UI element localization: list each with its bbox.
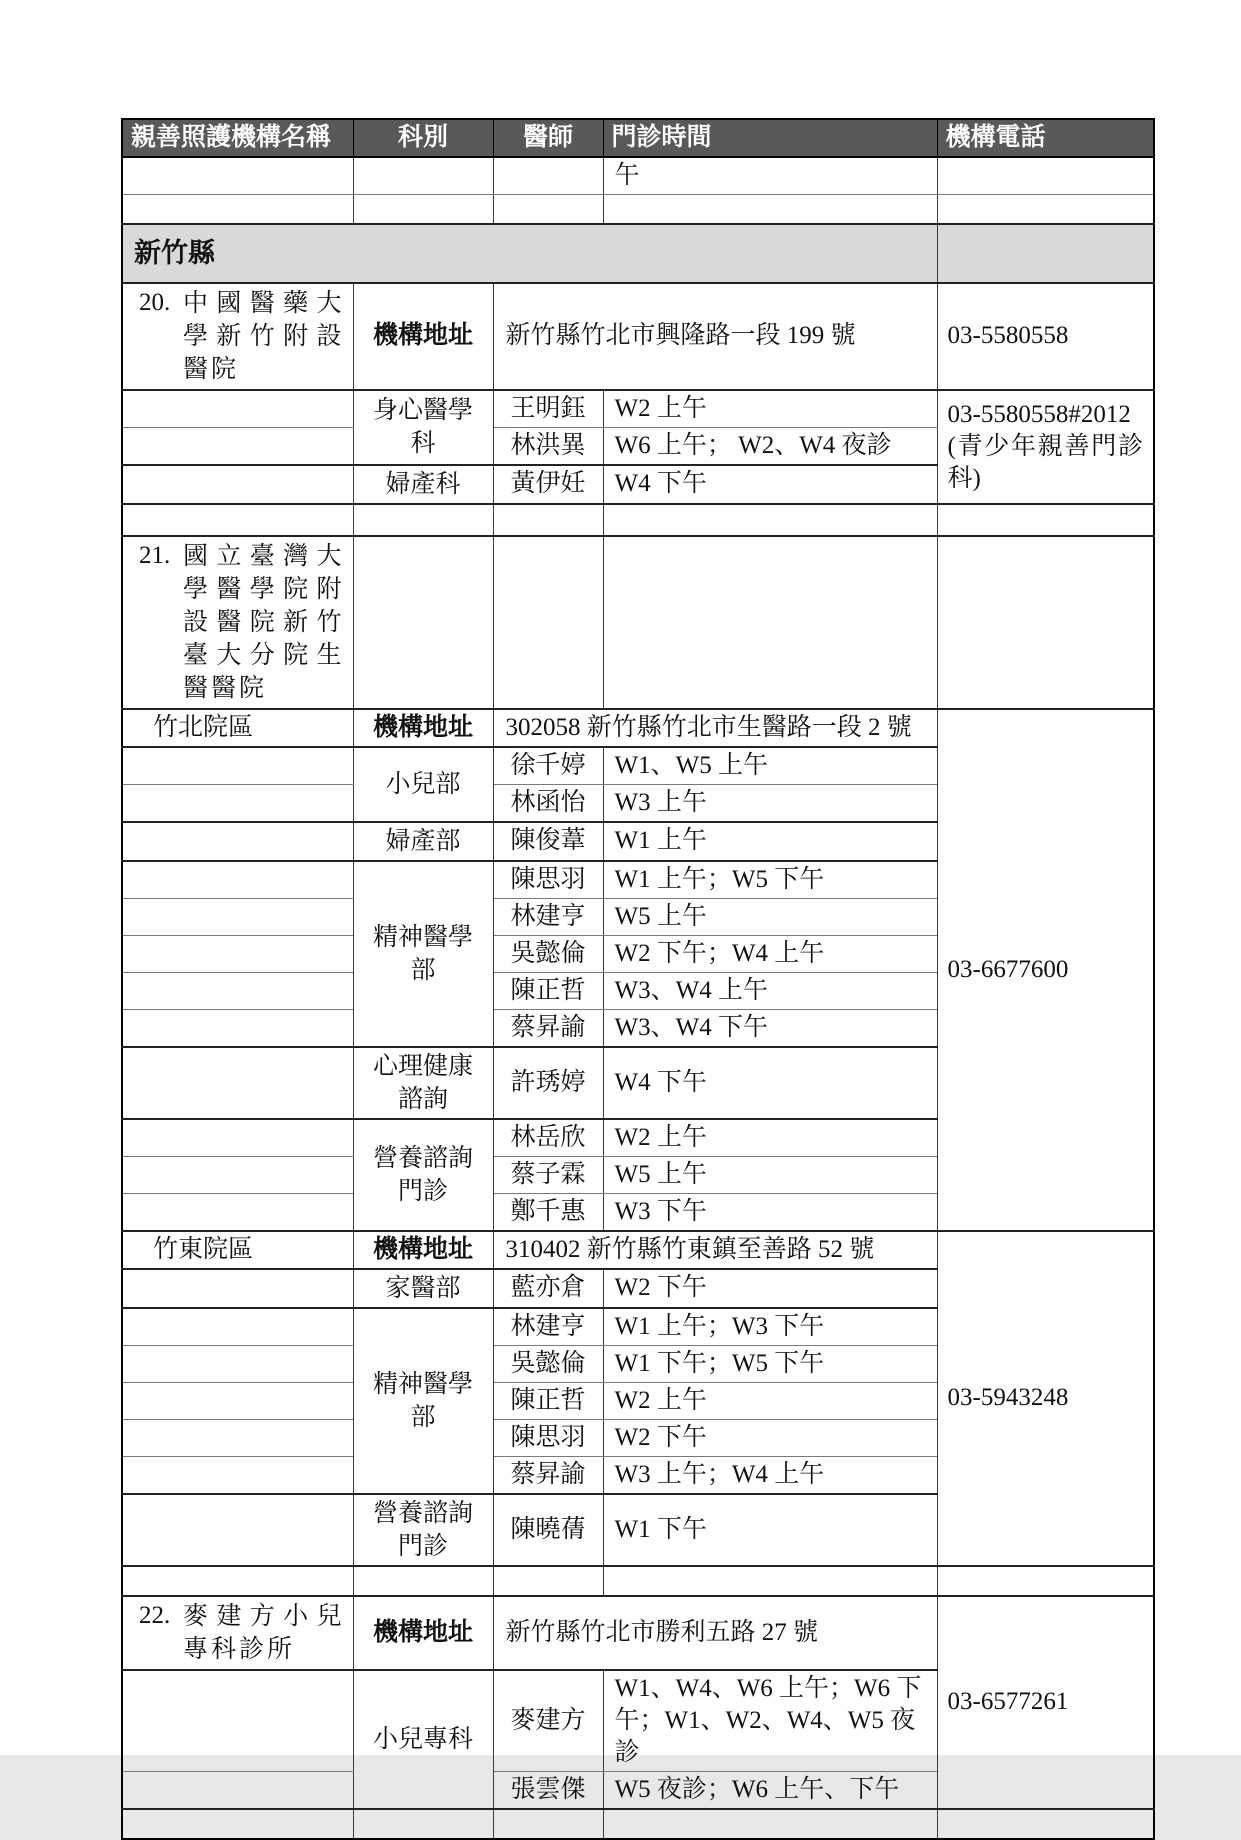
section-phone-cell-empty [937, 224, 1154, 283]
doctor-name-cell: 王明鈺 [493, 390, 603, 428]
empty-cell [493, 1566, 603, 1596]
spacer-row [122, 504, 1154, 536]
doctor-name-cell: 吳懿倫 [493, 1345, 603, 1382]
empty-cell [122, 1308, 353, 1346]
doctor-name-cell: 林洪異 [493, 427, 603, 465]
clinic-hours-cell: W3 上午 [603, 784, 937, 822]
empty-cell [122, 195, 353, 224]
address-label: 機構地址 [353, 709, 493, 747]
clinic-hours-cell: W4 下午 [603, 1047, 937, 1119]
empty-cell [122, 1419, 353, 1456]
institution-number: 22. [139, 1601, 171, 1629]
clinic-hours-cell: W1 下午；W5 下午 [603, 1345, 937, 1382]
campus-phone-cell: 03-6677600 [937, 709, 1154, 1231]
dept-cell: 小兒部 [353, 747, 493, 822]
campus-phone-cell: 03-5943248 [937, 1231, 1154, 1566]
empty-cell [122, 1119, 353, 1157]
col-header-phone: 機構電話 [937, 119, 1154, 157]
dept-cell: 精神醫學部 [353, 1308, 493, 1494]
empty-cell [122, 427, 353, 465]
dept-cell: 心理健康諮詢 [353, 1047, 493, 1119]
empty-cell [122, 1456, 353, 1494]
campus1-address-row [122, 709, 1154, 747]
empty-cell [353, 1809, 493, 1839]
address-label: 機構地址 [353, 283, 493, 390]
clinic-hours-cell: W2 上午 [603, 1382, 937, 1419]
empty-cell [493, 504, 603, 536]
empty-cell [353, 157, 493, 195]
institution-address: 新竹縣竹北市勝利五路 27 號 [493, 1596, 937, 1670]
doctor-name-cell: 蔡昇諭 [493, 1456, 603, 1494]
empty-cell [937, 157, 1154, 195]
carryover-hours-cell: 午 [603, 157, 937, 195]
clinic-hours-cell: W2 下午 [603, 1419, 937, 1456]
dept-cell: 婦產科 [353, 465, 493, 504]
clinic-hours-cell: W3、W4 下午 [603, 1009, 937, 1047]
doctor-name-cell: 陳思羽 [493, 861, 603, 899]
empty-cell [937, 195, 1154, 224]
doctor-name-cell: 徐千婷 [493, 747, 603, 785]
section-row-hsinchu-county [122, 224, 1154, 283]
clinic-hours-cell: W2 下午 [603, 1269, 937, 1308]
campus-name-cell: 竹北院區 [122, 709, 353, 747]
clinic-hours-cell: W5 夜診；W6 上午、下午 [603, 1771, 937, 1809]
doctor-name-cell: 陳思羽 [493, 1419, 603, 1456]
institution-name: 麥建方小兒專科診所 [183, 1602, 345, 1663]
col-header-doctor: 醫師 [493, 119, 603, 157]
empty-cell [122, 1156, 353, 1193]
institution-phone: 03-5580558 [937, 283, 1154, 390]
empty-cell [122, 157, 353, 195]
empty-cell [122, 390, 353, 428]
doctor-name-cell: 黃伊妊 [493, 465, 603, 504]
empty-cell [603, 195, 937, 224]
empty-cell [122, 861, 353, 899]
doctor-name-cell: 許琇婷 [493, 1047, 603, 1119]
clinic-hours-cell: W1 上午；W5 下午 [603, 861, 937, 899]
campus-address: 310402 新竹縣竹東鎮至善路 52 號 [493, 1231, 937, 1269]
clinic-hours-cell: W3 下午 [603, 1193, 937, 1231]
doctor-name-cell: 蔡子霖 [493, 1156, 603, 1193]
empty-cell [122, 747, 353, 785]
empty-cell [603, 1809, 937, 1839]
doctor-name-cell: 麥建方 [493, 1670, 603, 1772]
section-title: 新竹縣 [122, 224, 937, 283]
dept-cell: 小兒專科 [353, 1670, 493, 1809]
empty-cell [122, 465, 353, 504]
clinic-hours-cell: W3 上午；W4 上午 [603, 1456, 937, 1494]
empty-cell [353, 504, 493, 536]
col-header-institution-name: 親善照護機構名稱 [122, 119, 353, 157]
empty-cell [122, 1566, 353, 1596]
empty-cell [122, 1047, 353, 1119]
doctor-name-cell: 鄭千惠 [493, 1193, 603, 1231]
clinic-hours-cell: W2 上午 [603, 390, 937, 428]
clinic-hours-cell: W1 上午；W3 下午 [603, 1308, 937, 1346]
empty-cell [493, 1809, 603, 1839]
dept-cell: 營養諮詢門診 [353, 1119, 493, 1231]
doctor-name-cell: 陳俊葦 [493, 822, 603, 861]
dept-cell: 身心醫學科 [353, 390, 493, 465]
doctor-name-cell: 林岳欣 [493, 1119, 603, 1157]
col-header-dept: 科別 [353, 119, 493, 157]
empty-cell [603, 504, 937, 536]
table-header-row [122, 119, 1154, 157]
doctor-name-cell: 蔡昇諭 [493, 1009, 603, 1047]
empty-cell [937, 1809, 1154, 1839]
empty-cell [603, 1566, 937, 1596]
clinic-hours-cell: W2 下午；W4 上午 [603, 935, 937, 972]
campus2-address-row [122, 1231, 1154, 1269]
empty-cell [493, 157, 603, 195]
empty-cell [122, 1771, 353, 1809]
dept-cell: 精神醫學部 [353, 861, 493, 1047]
clinic-hours-cell: W5 上午 [603, 1156, 937, 1193]
dept-cell: 家醫部 [353, 1269, 493, 1308]
institution-phone: 03-6577261 [937, 1596, 1154, 1809]
dept-cell: 婦產部 [353, 822, 493, 861]
doctor-name-cell: 張雲傑 [493, 1771, 603, 1809]
inst21-name-row [122, 536, 1154, 709]
empty-cell [122, 1269, 353, 1308]
doctor-name-cell: 藍亦倉 [493, 1269, 603, 1308]
dept-cell: 營養諮詢門診 [353, 1494, 493, 1566]
empty-cell [603, 536, 937, 709]
empty-cell [937, 504, 1154, 536]
spacer-row [122, 1566, 1154, 1596]
empty-cell [937, 1566, 1154, 1596]
institution-number: 21. [139, 541, 171, 569]
doctor-name-cell: 林建亨 [493, 898, 603, 935]
clinic-hours-cell: W1、W5 上午 [603, 747, 937, 785]
doctor-name-cell: 陳曉蒨 [493, 1494, 603, 1566]
clinic-hours-cell: W1 下午 [603, 1494, 937, 1566]
col-header-hours: 門診時間 [603, 119, 937, 157]
empty-cell [122, 1193, 353, 1231]
empty-cell [122, 1670, 353, 1772]
doctor-name-cell: 陳正哲 [493, 972, 603, 1009]
empty-cell [122, 1345, 353, 1382]
empty-cell [122, 822, 353, 861]
address-label: 機構地址 [353, 1231, 493, 1269]
clinic-hours-cell: W2 上午 [603, 1119, 937, 1157]
empty-cell [353, 1566, 493, 1596]
empty-cell [937, 536, 1154, 709]
doctor-name-cell: 林函怡 [493, 784, 603, 822]
clinic-hours-cell: W1、W4、W6 上午；W6 下午；W1、W2、W4、W5 夜診 [603, 1670, 937, 1772]
institution-name: 中國醫藥大學新竹附設醫院 [183, 289, 345, 383]
institution-name: 國立臺灣大學醫學院附設醫院新竹臺大分院生醫醫院 [183, 542, 345, 702]
clinic-phone-cell: 03-5580558#2012 (青少年親善門診科) [937, 390, 1154, 504]
clinic-roster-table [121, 118, 1155, 1840]
clinic-hours-cell: W5 上午 [603, 898, 937, 935]
empty-cell [122, 972, 353, 1009]
doctor-name-cell: 陳正哲 [493, 1382, 603, 1419]
empty-cell [122, 1494, 353, 1566]
empty-cell [122, 1809, 353, 1839]
address-label: 機構地址 [353, 1596, 493, 1670]
clinic-hours-cell: W1 上午 [603, 822, 937, 861]
doctor-row [122, 390, 1154, 428]
campus-name-cell: 竹東院區 [122, 1231, 353, 1269]
empty-cell [353, 536, 493, 709]
empty-cell [122, 1382, 353, 1419]
inst20-address-row [122, 283, 1154, 390]
carryover-row [122, 157, 1154, 195]
institution-name-cell [122, 536, 353, 709]
doctor-name-cell: 林建亨 [493, 1308, 603, 1346]
empty-cell [122, 1009, 353, 1047]
institution-name-cell [122, 283, 353, 390]
empty-cell [122, 898, 353, 935]
clinic-hours-cell: W6 上午； W2、W4 夜診 [603, 427, 937, 465]
empty-cell [122, 935, 353, 972]
clinic-hours-cell: W4 下午 [603, 465, 937, 504]
empty-cell [122, 784, 353, 822]
institution-number: 20. [139, 288, 171, 316]
institution-name-cell [122, 1596, 353, 1670]
institution-address: 新竹縣竹北市興隆路一段 199 號 [493, 283, 937, 390]
empty-cell [122, 504, 353, 536]
clinic-hours-cell: W3、W4 上午 [603, 972, 937, 1009]
campus-address: 302058 新竹縣竹北市生醫路一段 2 號 [493, 709, 937, 747]
empty-cell [353, 195, 493, 224]
doctor-name-cell: 吳懿倫 [493, 935, 603, 972]
inst22-address-row [122, 1596, 1154, 1670]
empty-cell [493, 536, 603, 709]
empty-cell [493, 195, 603, 224]
spacer-row [122, 1809, 1154, 1839]
spacer-row [122, 195, 1154, 224]
